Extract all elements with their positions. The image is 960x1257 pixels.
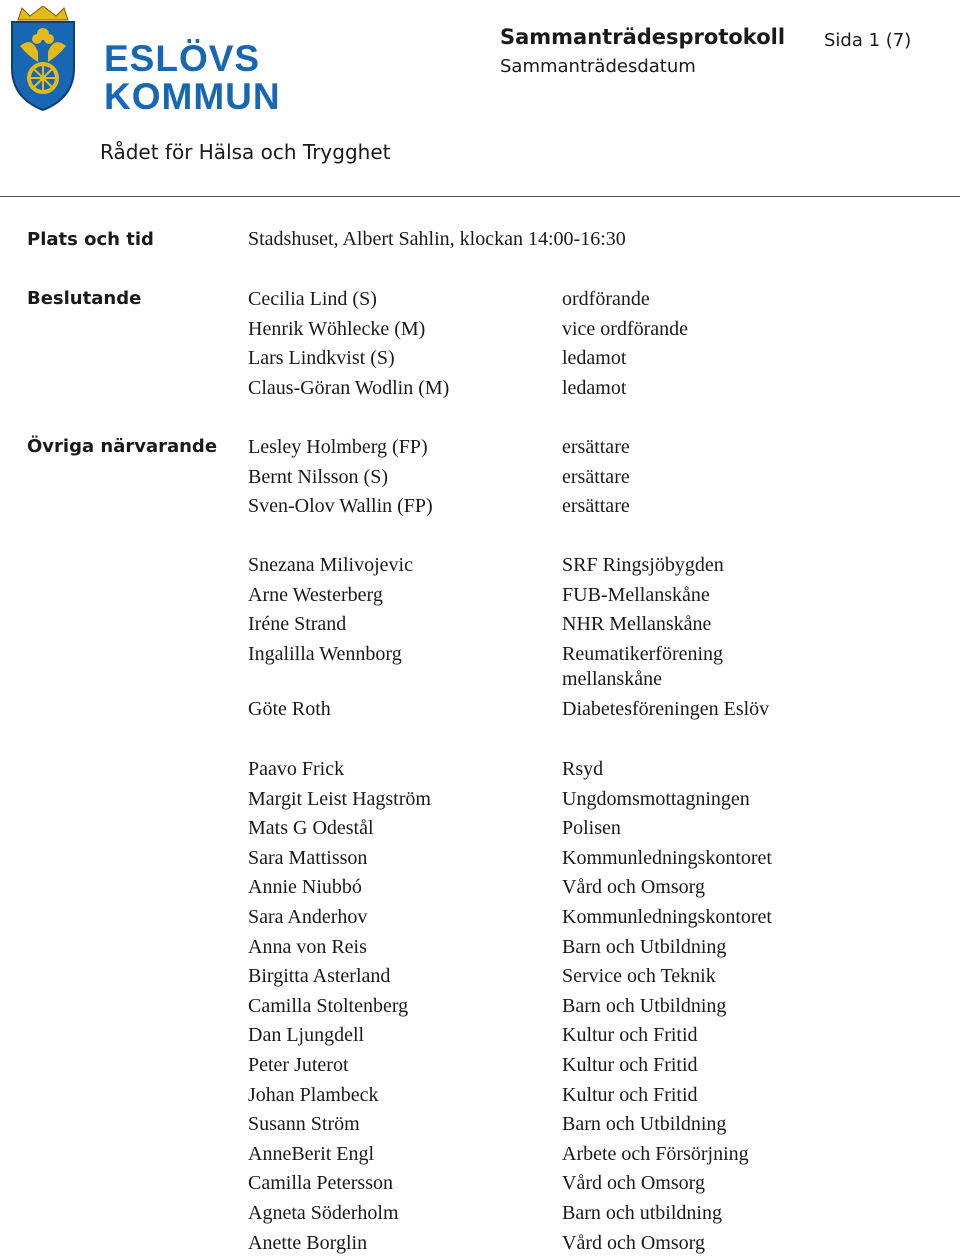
- attendee-role: Kommunledningskontoret: [562, 906, 772, 928]
- attendee-role: Arbete och Försörjning: [562, 1142, 749, 1165]
- attendee-name: Annie Niubbó: [248, 876, 362, 899]
- attendee-role: FUB-Mellanskåne: [562, 583, 710, 606]
- board-name: Rådet för Hälsa och Trygghet: [100, 140, 391, 164]
- attendee-role: Ungdomsmottagningen: [562, 787, 750, 810]
- attendee-role: Kultur och Fritid: [562, 1083, 698, 1106]
- attendee-role: vice ordförande: [562, 317, 689, 340]
- attendee-role: NHR Mellanskåne: [562, 613, 712, 636]
- attendee-role: ledamot: [562, 347, 627, 370]
- attendee-role: ersättare: [562, 465, 630, 488]
- others-label: Övriga närvarande: [27, 436, 218, 457]
- attendee-name: Anna von Reis: [248, 935, 367, 958]
- attendee-role: Vård och Omsorg: [562, 1172, 705, 1195]
- header-divider: [0, 196, 960, 197]
- document-title: Sammanträdesprotokoll: [500, 25, 786, 49]
- place-label: Plats och tid: [27, 229, 154, 250]
- attendee-role: SRF Ringsjöbygden: [562, 554, 724, 576]
- attendee-name: Mats G Odestål: [248, 817, 374, 840]
- attendee-name: Sara Anderhov: [248, 906, 368, 928]
- attendee-name: Johan Plambeck: [248, 1083, 379, 1106]
- attendee-role-continued: mellanskåne: [562, 667, 662, 690]
- attendee-name: Claus-Göran Wodlin (M): [248, 376, 450, 399]
- attendee-role: Vård och Omsorg: [562, 876, 705, 899]
- attendee-name: Iréne Strand: [248, 613, 347, 636]
- attendee-name: Camilla Petersson: [248, 1172, 393, 1195]
- attendee-role: ordförande: [562, 288, 650, 310]
- attendee-role: Barn och Utbildning: [562, 994, 727, 1017]
- attendee-name: Camilla Stoltenberg: [248, 994, 409, 1017]
- attendee-role: Barn och utbildning: [562, 1202, 722, 1224]
- attendee-role: Service och Teknik: [562, 965, 716, 988]
- attendee-name: AnneBerit Engl: [248, 1142, 375, 1165]
- attendee-name: Birgitta Asterland: [248, 965, 391, 988]
- attendee-name: Peter Juterot: [248, 1054, 349, 1076]
- wordmark-line1: ESLÖVS: [104, 38, 261, 79]
- attendee-name: Lars Lindkvist (S): [248, 347, 395, 370]
- attendee-role: ersättare: [562, 495, 630, 518]
- attendee-name: Sven-Olov Wallin (FP): [248, 495, 433, 518]
- attendee-role: Kommunledningskontoret: [562, 846, 772, 869]
- attendee-name: Margit Leist Hagström: [248, 787, 431, 810]
- attendee-name: Snezana Milivojevic: [248, 554, 413, 576]
- attendee-role: Vård och Omsorg: [562, 1231, 705, 1254]
- attendee-name: Paavo Frick: [248, 758, 345, 780]
- org-wordmark: [104, 40, 281, 116]
- eslov-logo: [8, 6, 288, 117]
- deciding-label: Beslutande: [27, 288, 142, 309]
- attendee-name: Anette Borglin: [248, 1231, 368, 1254]
- attendee-name: Cecilia Lind (S): [248, 288, 377, 310]
- attendee-name: Henrik Wöhlecke (M): [248, 317, 426, 340]
- attendee-name: Dan Ljungdell: [248, 1024, 365, 1047]
- wordmark-line2: KOMMUN: [104, 76, 281, 117]
- attendee-role: Rsyd: [562, 758, 604, 780]
- page-number: Sida 1 (7): [824, 30, 912, 51]
- meeting-date-label: Sammanträdesdatum: [500, 56, 696, 77]
- attendee-name: Sara Mattisson: [248, 846, 368, 869]
- attendee-name: Lesley Holmberg (FP): [248, 436, 428, 458]
- attendee-name: Susann Ström: [248, 1113, 360, 1136]
- attendee-name: Bernt Nilsson (S): [248, 465, 388, 488]
- place-value: Stadshuset, Albert Sahlin, klockan 14:00-16:30: [248, 228, 626, 250]
- attendee-role: Polisen: [562, 817, 621, 840]
- coat-of-arms-icon: [8, 6, 78, 112]
- attendee-name: Göte Roth: [248, 697, 331, 720]
- attendee-name: Agneta Söderholm: [248, 1202, 399, 1224]
- attendee-name: Arne Westerberg: [248, 583, 383, 606]
- attendee-role: Kultur och Fritid: [562, 1024, 698, 1047]
- attendee-name: Ingalilla Wennborg: [248, 642, 402, 665]
- attendee-role: Diabetesföreningen Eslöv: [562, 697, 770, 720]
- attendee-role: ersättare: [562, 436, 630, 458]
- attendee-role: ledamot: [562, 376, 627, 399]
- attendee-role: Barn och Utbildning: [562, 935, 727, 958]
- attendee-role: Reumatikerförening: [562, 642, 724, 665]
- attendee-role: Barn och Utbildning: [562, 1113, 727, 1136]
- attendee-role: Kultur och Fritid: [562, 1054, 698, 1076]
